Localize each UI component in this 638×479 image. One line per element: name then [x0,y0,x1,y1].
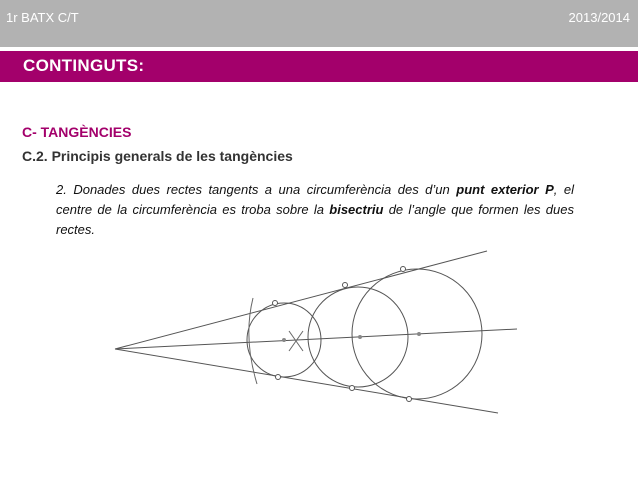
page-title: CONTINGUTS: [23,56,145,75]
statement-text-2: , el centre de la circumferència es troba sobre la [56,182,574,217]
tangent-point-upper-3 [401,267,406,272]
tangent-point-lower-1 [276,375,281,380]
center-point-2 [358,335,362,339]
tangent-point-upper-1 [273,301,278,306]
tangent-point-lower-2 [350,386,355,391]
tangent-point-lower-3 [407,397,412,402]
statement-text-1: 2. Donades dues rectes tangents a una circumferència des d’un [56,182,457,197]
lower-tangent-line [115,349,498,413]
statement-bold-point: punt exterior P [456,182,554,197]
year-label: 2013/2014 [568,10,630,25]
subsection-heading: C.2. Principis generals de les tangències [22,148,293,164]
center-point-3 [417,332,421,336]
tangent-point-upper-2 [343,283,348,288]
statement-text-3: de l’angle que formen les dues rectes. [56,202,574,237]
bisector-line [115,329,517,349]
center-point-1 [282,338,286,342]
statement-bold-bisector: bisectriu [329,202,384,217]
course-label: 1r BATX C/T [6,10,79,25]
section-heading: C- TANGÈNCIES [22,124,132,140]
